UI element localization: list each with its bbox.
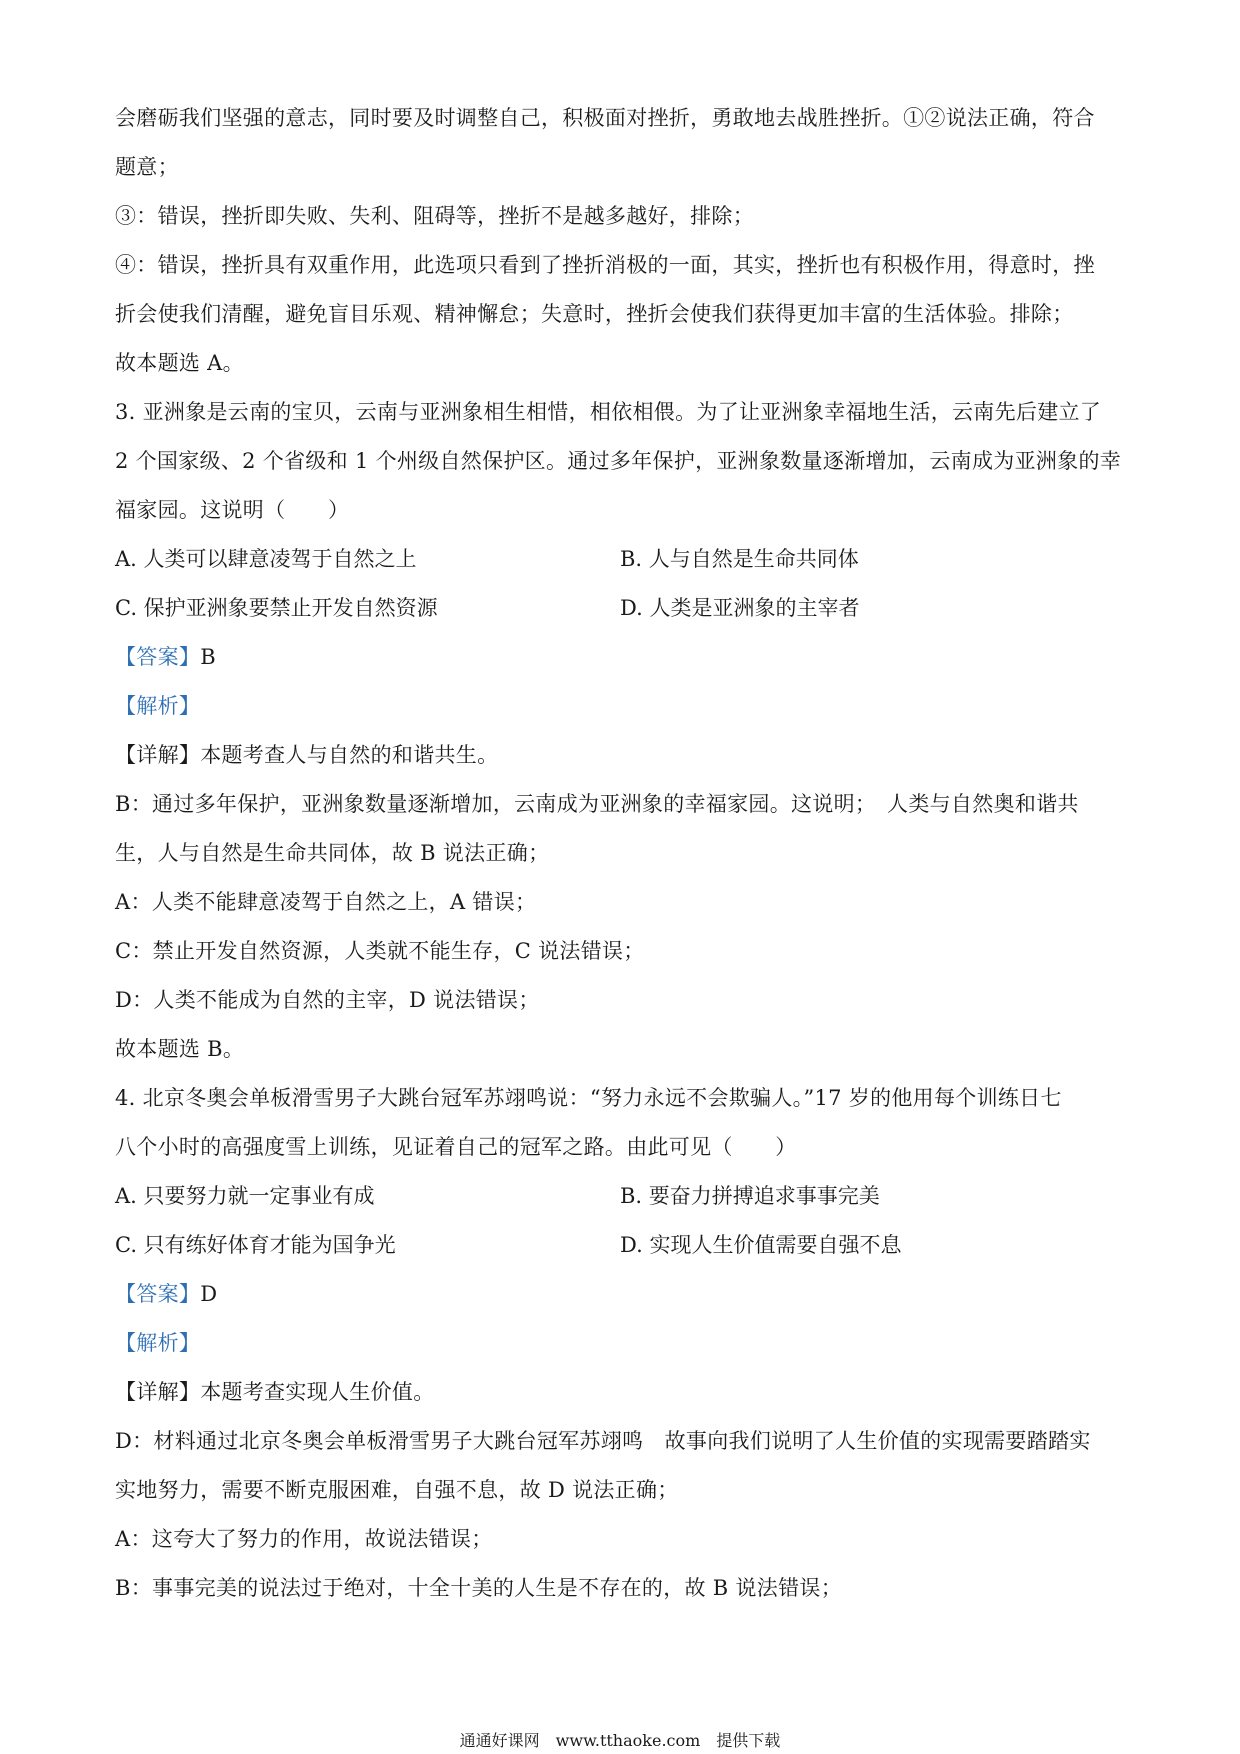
text-line: 会磨砺我们坚强的意志，同时要及时调整自己，积极面对挫折，勇敢地去战胜挫折。①②说法正确，符合 <box>115 106 1095 130</box>
answer-value: D <box>200 1282 218 1306</box>
detail-line: 【详解】本题考查人与自然的和谐共生。 <box>115 743 499 767</box>
explanation-line: A：这夸大了努力的作用，故说法错误； <box>115 1527 493 1551</box>
question-3-stem: 3. 亚洲象是云南的宝贝，云南与亚洲象相生相惜，相依相偎。为了让亚洲象幸福地生活，云南先后建立了 <box>115 400 1102 424</box>
option-a: A. 只要努力就一定事业有成 <box>115 1184 375 1208</box>
analysis-tag: 【解析】 <box>115 1331 201 1355</box>
question-4-options-row <box>115 1172 1125 1221</box>
question-4-stem: 4. 北京冬奥会单板滑雪男子大跳台冠军苏翊鸣说：“努力永远不会欺骗人。”17 岁的他用每个训练日七 <box>115 1086 1062 1110</box>
option-a: A. 人类可以肆意凌驾于自然之上 <box>115 547 417 571</box>
question-3-stem: 福家园。这说明（ ） <box>115 498 350 522</box>
analysis-tag: 【解析】 <box>115 694 201 718</box>
text-line: ④：错误，挫折具有双重作用，此选项只看到了挫折消极的一面，其实，挫折也有积极作用，得意时，挫 <box>115 253 1095 277</box>
explanation-line: B：事事完美的说法过于绝对，十全十美的人生是不存在的，故 B 说法错误； <box>115 1576 843 1600</box>
question-3-stem: 2 个国家级、2 个省级和 1 个州级自然保护区。通过多年保护，亚洲象数量逐渐增加，云南成为亚洲象的幸 <box>115 449 1122 473</box>
option-c: C. 只有练好体育才能为国争光 <box>115 1233 396 1257</box>
option-b: B. 要奋力拼搏追求事事完美 <box>620 1184 880 1208</box>
explanation-line: A：人类不能肆意凌驾于自然之上，A 错误； <box>115 890 537 914</box>
text-line: 题意； <box>115 155 179 179</box>
analysis-line <box>115 1319 1125 1368</box>
explanation-line: D：人类不能成为自然的主宰，D 说法错误； <box>115 988 540 1012</box>
option-b: B. 人与自然是生命共同体 <box>620 547 859 571</box>
text-line: 折会使我们清醒，避免盲目乐观、精神懈怠；失意时，挫折会使我们获得更加丰富的生活体验。排除； <box>115 302 1074 326</box>
option-d: D. 人类是亚洲象的主宰者 <box>620 596 860 620</box>
question-4-stem: 八个小时的高强度雪上训练，见证着自己的冠军之路。由此可见（ ） <box>115 1135 797 1159</box>
analysis-line <box>115 682 1125 731</box>
answer-value: B <box>200 645 216 669</box>
answer-tag: 【答案】 <box>115 1282 201 1306</box>
answer-line <box>115 1270 1125 1319</box>
detail-line: 【详解】本题考查实现人生价值。 <box>115 1380 435 1404</box>
answer-tag: 【答案】 <box>115 645 201 669</box>
option-d: D. 实现人生价值需要自强不息 <box>620 1233 902 1257</box>
text-line: ③：错误，挫折即失败、失利、阻碍等，挫折不是越多越好，排除； <box>115 204 754 228</box>
explanation-line: 实地努力，需要不断克服困难，自强不息，故 D 说法正确； <box>115 1478 679 1502</box>
question-4-options-row <box>115 1221 1125 1270</box>
conclusion-line: 故本题选 A。 <box>115 351 244 375</box>
document-page <box>115 94 1125 1613</box>
explanation-line: C：禁止开发自然资源，人类就不能生存，C 说法错误； <box>115 939 645 963</box>
page-footer: 通通好课网 www.tthaoke.com 提供下载 <box>459 1731 781 1750</box>
answer-line <box>115 633 1125 682</box>
question-3-options-row <box>115 584 1125 633</box>
question-3-options-row <box>115 535 1125 584</box>
explanation-line: 生，人与自然是生命共同体，故 B 说法正确； <box>115 841 550 865</box>
explanation-line: D：材料通过北京冬奥会单板滑雪男子大跳台冠军苏翊鸣 故事向我们说明了人生价值的实现需要踏踏实 <box>115 1429 1091 1453</box>
conclusion-line: 故本题选 B。 <box>115 1037 245 1061</box>
explanation-line: B：通过多年保护，亚洲象数量逐渐增加，云南成为亚洲象的幸福家园。这说明； 人类与自然奥和谐共 <box>115 792 1079 816</box>
option-c: C. 保护亚洲象要禁止开发自然资源 <box>115 596 438 620</box>
